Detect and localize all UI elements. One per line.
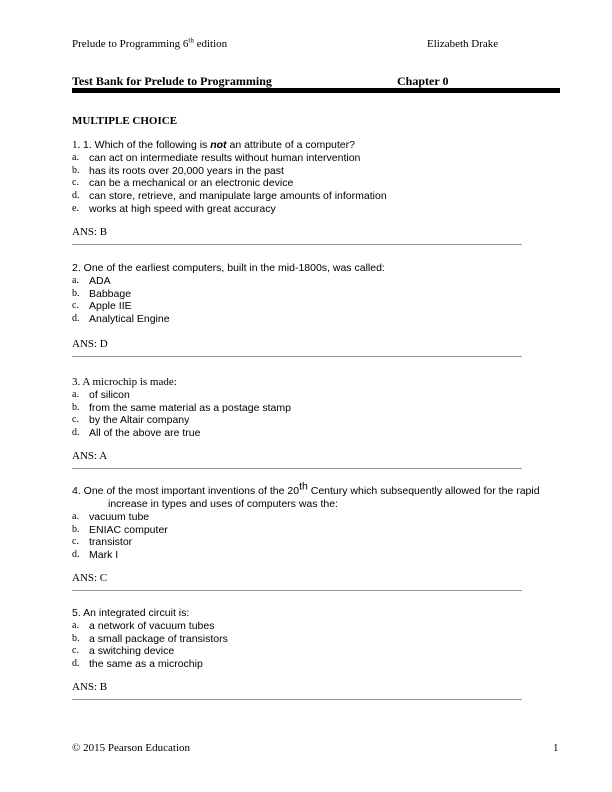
option-c: c. a switching device xyxy=(72,645,175,658)
question-divider xyxy=(72,590,522,591)
question-1 xyxy=(72,139,560,245)
copyright-footer: © 2015 Pearson Education xyxy=(72,742,191,754)
option-a: a. of silicon xyxy=(72,389,130,401)
running-header-book-title: Prelude to Programming 6th edition xyxy=(72,36,228,50)
answer-key: ANS: B xyxy=(72,225,108,238)
option-d: d. Analytical Engine xyxy=(72,313,170,326)
question-stem: 5. An integrated circuit is: xyxy=(72,607,190,619)
question-2 xyxy=(72,262,560,357)
question-stem: 1. 1. Which of the following is not an attribute of a computer? xyxy=(72,139,355,151)
option-d: d. can store, retrieve, and manipulate large amounts of information xyxy=(72,190,387,203)
option-c: c. Apple IIE xyxy=(72,300,132,313)
section-heading: MULTIPLE CHOICE xyxy=(72,115,178,127)
option-c: c. by the Altair company xyxy=(72,414,190,427)
question-4 xyxy=(72,480,560,591)
option-a: a. ADA xyxy=(72,275,111,287)
question-divider xyxy=(72,244,522,245)
option-a: a. vacuum tube xyxy=(72,511,150,523)
question-divider xyxy=(72,356,522,357)
answer-key: ANS: D xyxy=(72,337,108,350)
option-a: a. a network of vacuum tubes xyxy=(72,620,215,632)
option-b: b. ENIAC computer xyxy=(72,523,168,536)
question-stem: 4. One of the most important inventions of the 20th Century which subsequently allowed for the rapid xyxy=(72,480,540,497)
question-5 xyxy=(72,607,560,700)
option-d: d. Mark I xyxy=(72,549,119,562)
option-b: b. has its roots over 20,000 years in the past xyxy=(72,164,284,177)
option-c: c. transistor xyxy=(72,536,133,549)
question-divider xyxy=(72,699,522,700)
option-e: e. works at high speed with great accuracy xyxy=(72,202,276,215)
option-d: d. the same as a microchip xyxy=(72,658,203,671)
question-stem: 3. A microchip is made: xyxy=(72,376,177,388)
running-header-author: Elizabeth Drake xyxy=(427,38,499,50)
title-rule xyxy=(72,88,560,93)
question-stem: 2. One of the earliest computers, built in the mid-1800s, was called: xyxy=(72,262,385,274)
answer-key: ANS: A xyxy=(72,449,108,462)
answer-key: ANS: C xyxy=(72,571,108,584)
question-3 xyxy=(72,376,560,469)
option-a: a. can act on intermediate results without human intervention xyxy=(72,152,361,164)
option-d: d. All of the above are true xyxy=(72,427,201,440)
option-b: b. a small package of transistors xyxy=(72,632,228,645)
option-b: b. Babbage xyxy=(72,287,132,300)
question-divider xyxy=(72,468,522,469)
answer-key: ANS: B xyxy=(72,680,108,693)
option-c: c. can be a mechanical or an electronic device xyxy=(72,177,294,190)
option-b: b. from the same material as a postage stamp xyxy=(72,401,291,414)
question-stem-continued: increase in types and uses of computers was the: xyxy=(108,498,338,510)
test-bank-title: Test Bank for Prelude to Programming xyxy=(72,74,272,88)
chapter-label: Chapter 0 xyxy=(397,74,449,88)
page-number: 1 xyxy=(553,742,559,754)
